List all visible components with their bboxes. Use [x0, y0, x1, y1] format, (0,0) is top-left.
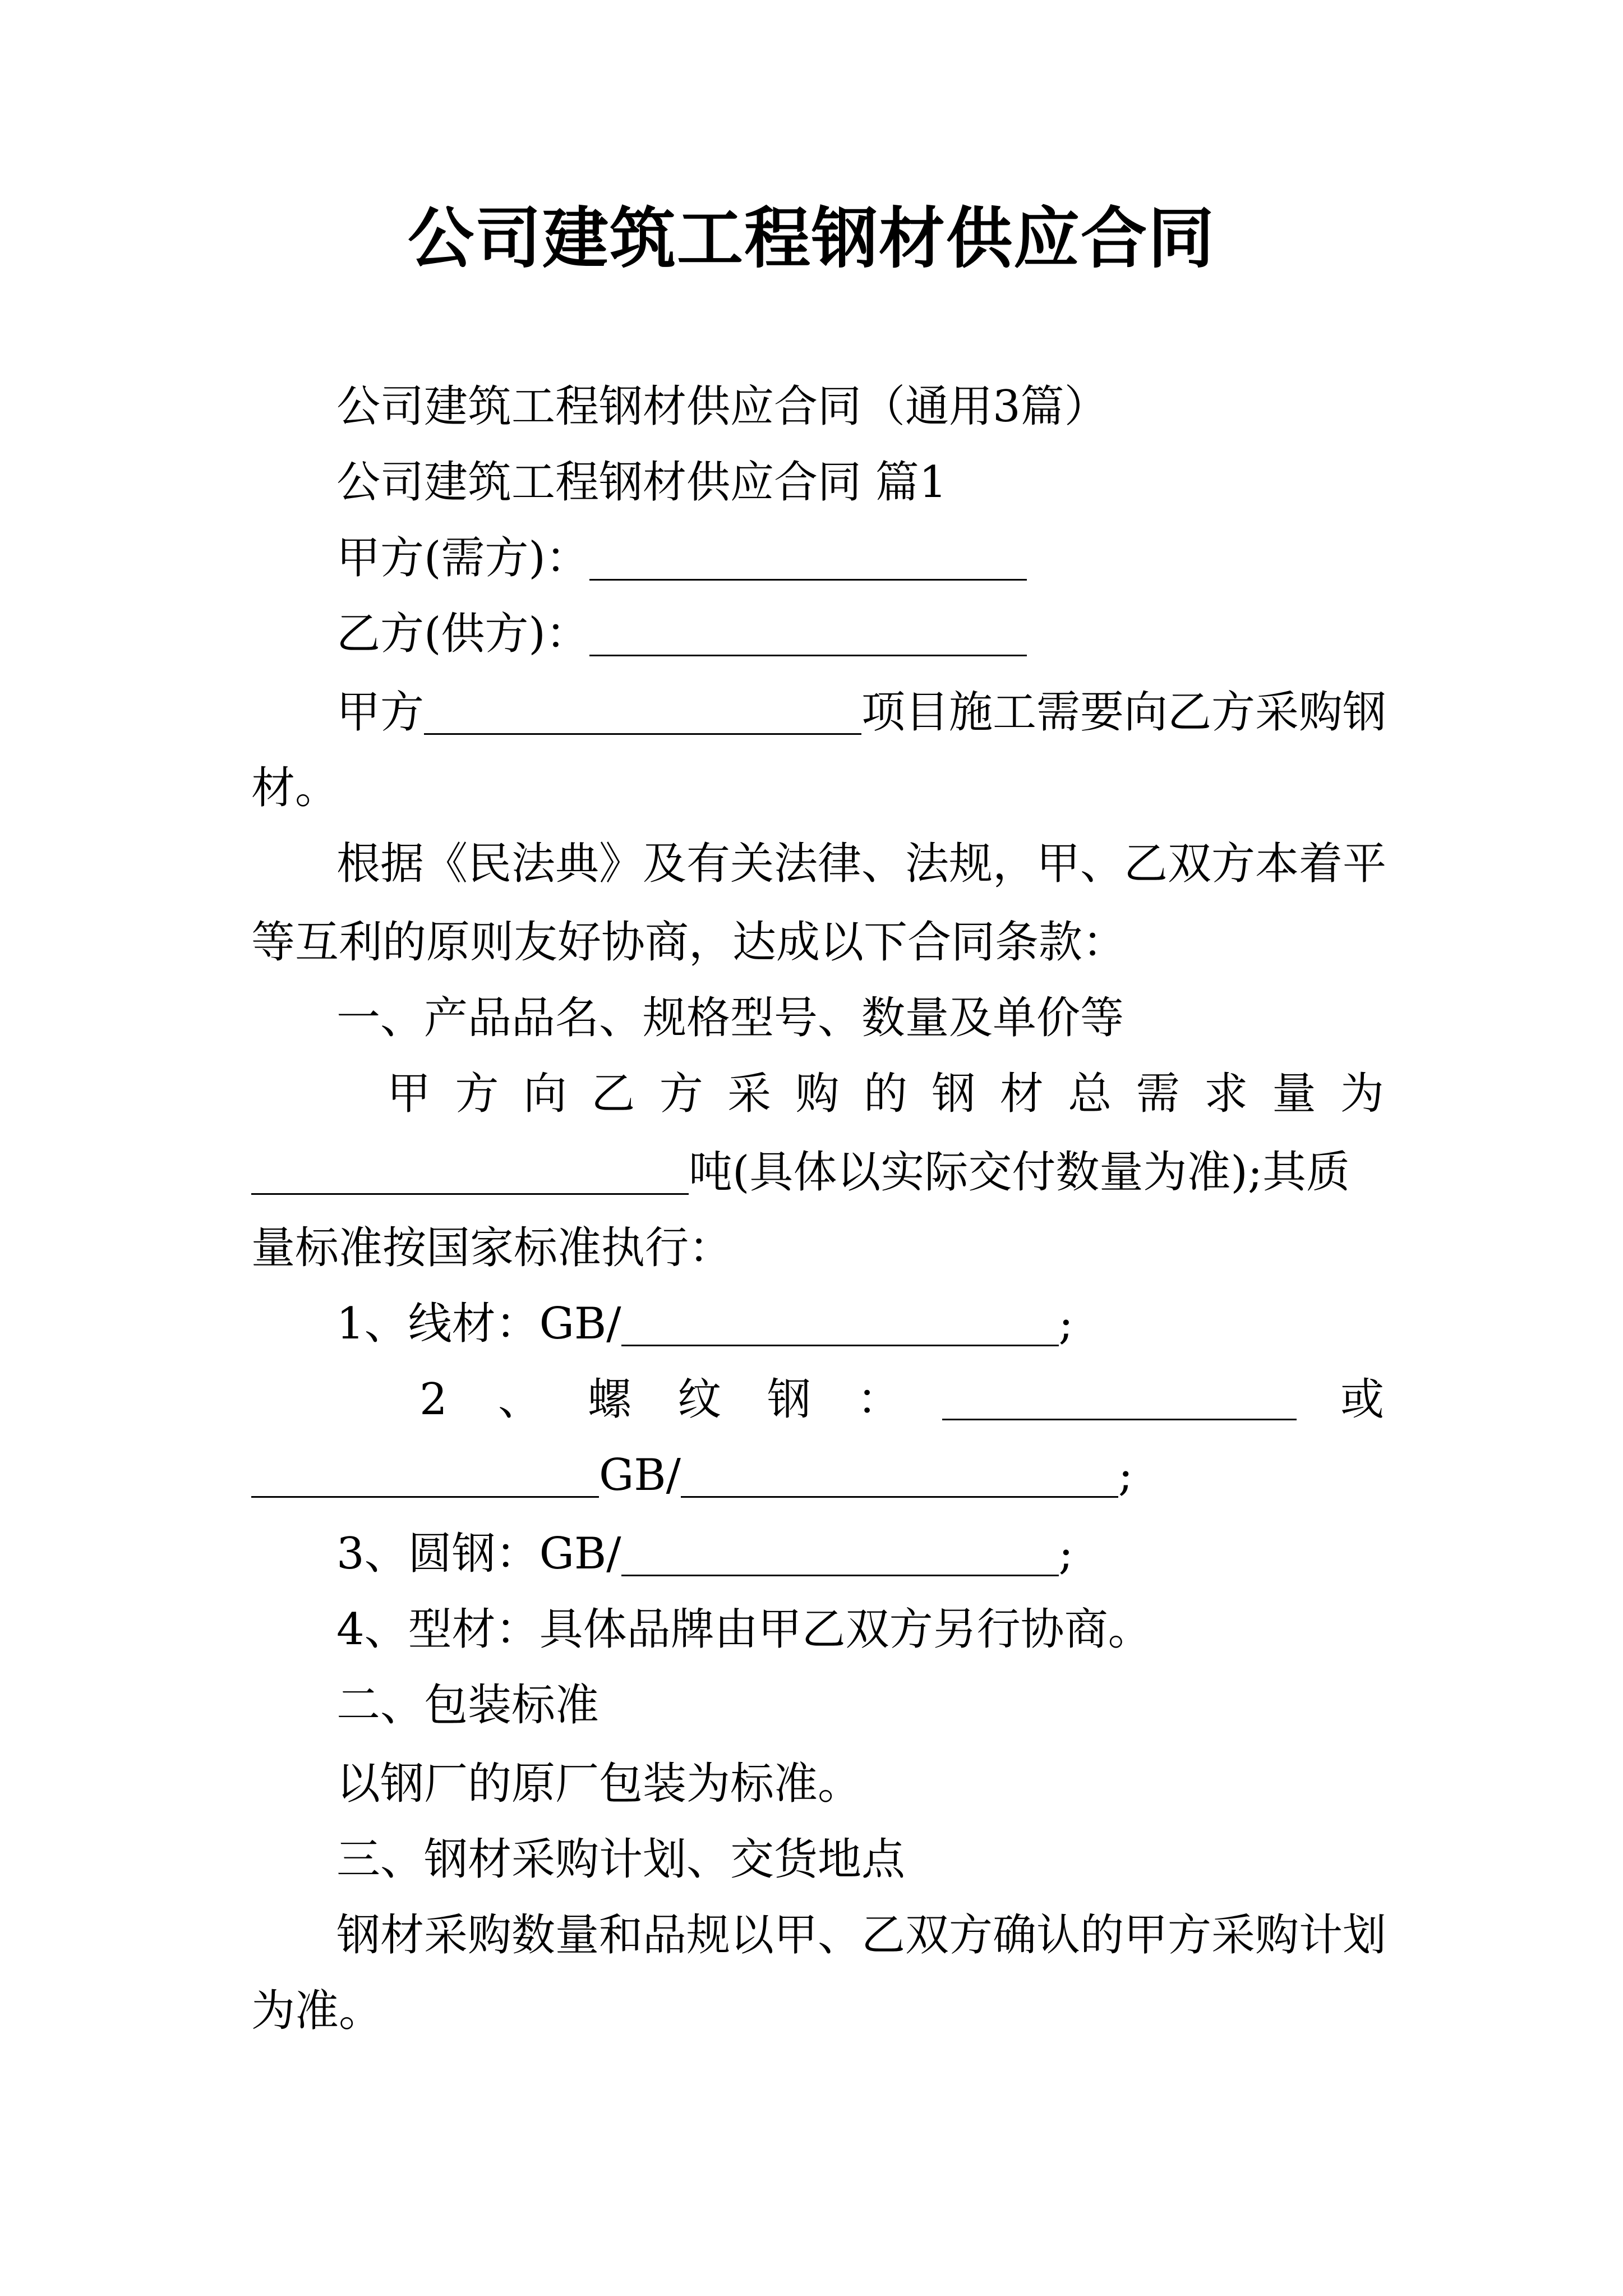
rebar-standard-blank[interactable]	[681, 1451, 1118, 1498]
section-2-body: 以钢厂的原厂包装为标准。	[336, 1759, 862, 1809]
item-2-gb: GB/	[599, 1450, 681, 1501]
party-b-label: 乙方(供方)：	[336, 609, 589, 659]
section-1-title: 一、产品品名、规格型号、数量及单价等	[336, 993, 1124, 1043]
item-2-char: 纹	[677, 1374, 722, 1425]
demand-char: 量	[1272, 1069, 1316, 1119]
demand-char: 求	[1204, 1069, 1248, 1119]
demand-char: 钢	[932, 1069, 976, 1119]
item-1-suffix: ;	[1058, 1299, 1073, 1349]
rebar-alt-blank[interactable]	[251, 1451, 599, 1498]
demand-char: 甲	[387, 1069, 431, 1119]
item-2-or: 或	[1340, 1374, 1385, 1425]
demand-line-2-suffix: 吨(具体以实际交付数量为准);其质	[689, 1147, 1350, 1198]
section-3-body-line-2: 为准。	[251, 1986, 383, 2036]
item-2-number: 2	[419, 1374, 448, 1425]
item-4-line: 4、型材：具体品牌由甲乙双方另行协商。	[336, 1604, 1152, 1655]
item-2-colon: ：	[857, 1374, 901, 1425]
item-3-standard-blank[interactable]	[621, 1530, 1059, 1576]
demand-char: 的	[863, 1069, 907, 1119]
item-3-suffix: ;	[1058, 1529, 1073, 1579]
demand-char: 需	[1136, 1069, 1180, 1119]
section-3-body-line-1: 钢材采购数量和品规以甲、乙双方确认的甲方采购计划	[336, 1910, 1387, 1961]
purpose-continuation: 材。	[251, 763, 339, 813]
item-3-line	[336, 1520, 1384, 1588]
party-a-line	[336, 524, 1384, 592]
purpose-suffix: 项目施工需要向乙方采购钢	[861, 687, 1387, 738]
demand-char: 方	[455, 1069, 499, 1119]
demand-char: 方	[659, 1069, 703, 1119]
rebar-brand-blank[interactable]	[942, 1374, 1297, 1420]
document-title: 公司建筑工程钢材供应合同	[407, 199, 1215, 277]
demand-char: 材	[999, 1069, 1044, 1119]
contract-heading: 公司建筑工程钢材供应合同（通用3篇）	[336, 381, 1108, 432]
project-name-blank[interactable]	[424, 688, 861, 735]
party-a-label: 甲方(需方)：	[336, 533, 589, 583]
item-1-standard-blank[interactable]	[621, 1300, 1059, 1346]
demand-line-2	[251, 1139, 1384, 1206]
item-1-prefix: 1、线材：GB/	[336, 1299, 621, 1349]
basis-line-2: 等互利的原则友好协商，达成以下合同条款：	[251, 917, 1127, 968]
purpose-prefix: 甲方	[336, 687, 425, 738]
demand-char: 乙	[591, 1069, 635, 1119]
item-2-char: 螺	[588, 1374, 632, 1425]
section-2-title: 二、包装标准	[336, 1680, 600, 1731]
demand-char: 为	[1340, 1069, 1384, 1119]
item-1-line	[336, 1290, 1384, 1358]
demand-line-3: 量标准按国家标准执行：	[251, 1223, 733, 1273]
demand-line-1	[387, 1060, 1384, 1128]
demand-char: 向	[523, 1069, 567, 1119]
demand-char: 采	[727, 1069, 772, 1119]
tonnage-blank[interactable]	[251, 1148, 689, 1195]
party-b-blank[interactable]	[589, 610, 1027, 656]
demand-char: 总	[1068, 1069, 1112, 1119]
basis-line-1: 根据《民法典》及有关法律、法规，甲、乙双方本着平	[336, 839, 1387, 889]
item-3-prefix: 3、圆钢：GB/	[336, 1529, 621, 1579]
contract-subheading: 公司建筑工程钢材供应合同 篇1	[336, 457, 947, 508]
section-3-title: 三、钢材采购计划、交货地点	[336, 1834, 906, 1885]
item-2-char: 钢	[767, 1374, 811, 1425]
item-2-end: ;	[1118, 1450, 1133, 1501]
party-a-blank[interactable]	[589, 534, 1027, 581]
item-2-sep: 、	[498, 1374, 542, 1425]
demand-char: 购	[795, 1069, 840, 1119]
purpose-line	[336, 679, 1387, 746]
party-b-line	[336, 600, 1384, 668]
item-2-line-2	[251, 1442, 1384, 1509]
